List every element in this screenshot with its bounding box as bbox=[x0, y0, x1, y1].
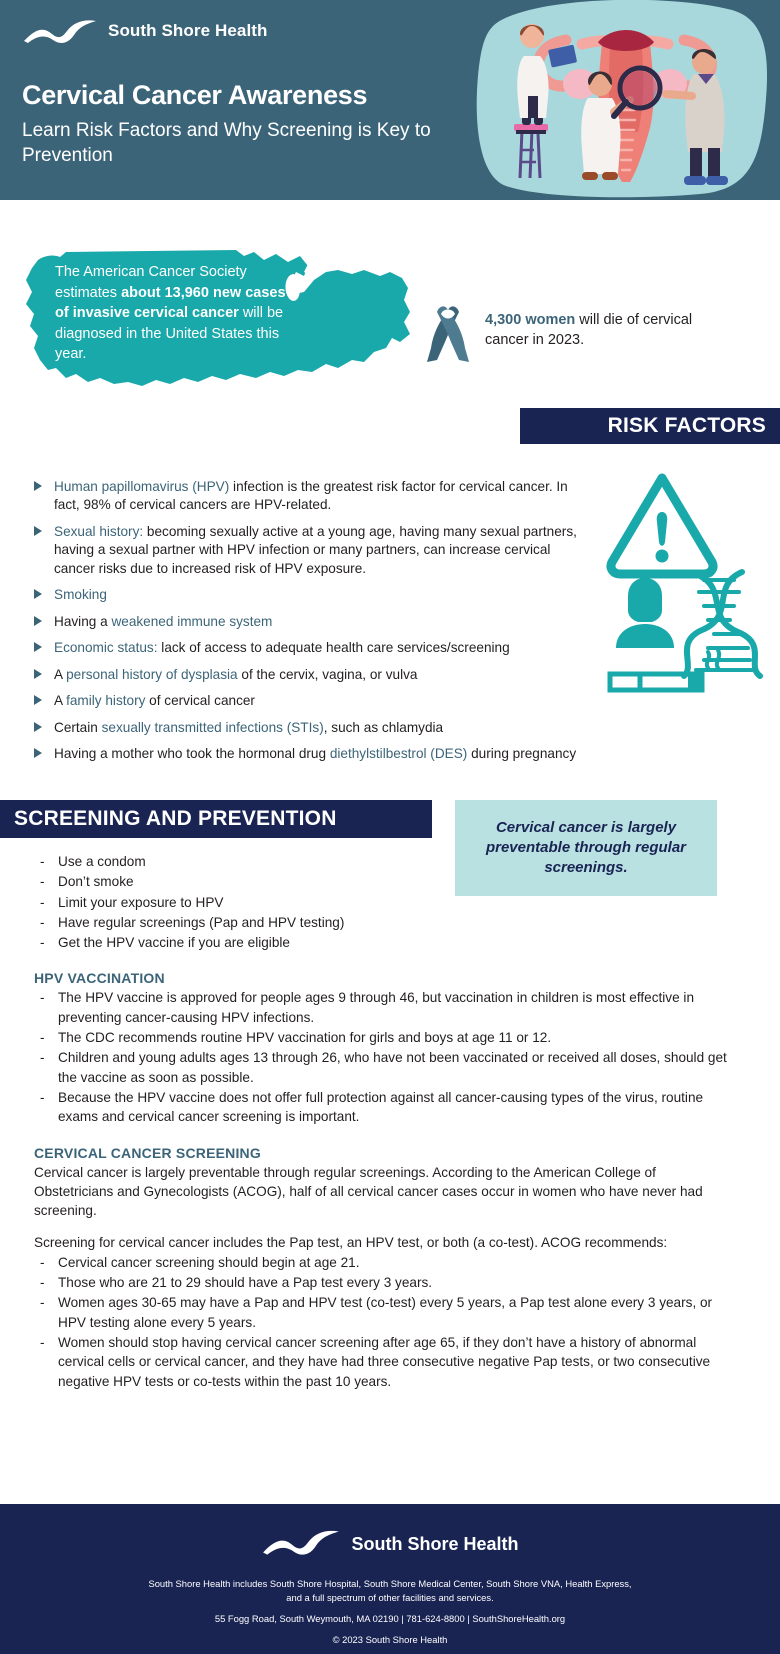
list-item: - Women ages 30-65 may have a Pap and HPV test (co-test) every 5 years, a Pap test alone every 3 years, or HPV testing alone every 5 years. bbox=[34, 1293, 734, 1332]
risk-rest: lack of access to adequate health care services/screening bbox=[157, 640, 510, 656]
list-item: - Children and young adults ages 13 through 26, who have not been vaccinated or received all doses, should get the vaccine as soon as possible. bbox=[34, 1048, 734, 1087]
list-item: - Limit your exposure to HPV bbox=[34, 893, 434, 912]
risk-highlight: sexually transmitted infections (STIs) bbox=[101, 719, 324, 735]
list-item: - Cervical cancer screening should begin at age 21. bbox=[34, 1253, 734, 1272]
list-item: - Use a condom bbox=[34, 852, 434, 871]
risk-highlight: Sexual history: bbox=[54, 523, 144, 539]
screening-body bbox=[34, 852, 734, 1392]
page-subtitle: Learn Risk Factors and Why Screening is Key to Prevention bbox=[22, 120, 431, 167]
map-text-pre: The American Cancer Society estimates bbox=[55, 264, 247, 301]
risk-factor-item bbox=[34, 639, 590, 657]
risk-factor-item bbox=[34, 666, 590, 684]
risk-factor-item bbox=[34, 478, 590, 515]
mortality-figure: 4,300 women bbox=[485, 312, 576, 328]
risk-lead: Certain bbox=[54, 719, 102, 735]
risk-highlight: weakened immune system bbox=[111, 613, 273, 629]
triangle-bullet-icon bbox=[34, 695, 42, 705]
risk-rest: , such as chlamydia bbox=[323, 719, 444, 735]
woman-silhouette-icon bbox=[616, 578, 674, 648]
risk-highlight: family history bbox=[66, 693, 146, 709]
risk-lead: Having a bbox=[54, 613, 112, 629]
page-header bbox=[0, 0, 780, 200]
risk-factors-heading-label: RISK FACTORS bbox=[607, 414, 766, 437]
risk-highlight: Human papillomavirus (HPV) bbox=[54, 479, 230, 494]
risk-rest: of the cervix, vagina, or vulva bbox=[237, 666, 418, 682]
footer-affiliates-line-1: South Shore Health includes South Shore Hospital, South Shore Medical Center, South Shore VNA, Health Express, bbox=[148, 1578, 632, 1589]
risk-factor-item bbox=[34, 586, 590, 604]
triangle-bullet-icon bbox=[34, 616, 42, 626]
screening-prevention-heading bbox=[0, 800, 432, 838]
footer-brand-logo bbox=[0, 1528, 780, 1561]
risk-factor-item bbox=[34, 523, 590, 578]
triangle-bullet-icon bbox=[34, 642, 42, 652]
list-item: - Get the HPV vaccine if you are eligible bbox=[34, 933, 434, 952]
hpv-vaccination-list bbox=[34, 988, 734, 1126]
paragraph-spacer bbox=[34, 1220, 734, 1233]
risk-rest: becoming sexually active at a young age, having many sexual partners, having a sexual partner with HPV infection or many partners, can increase cervical cancer risks due to increased risk of HPV exposure. bbox=[54, 523, 577, 576]
triangle-bullet-icon bbox=[34, 526, 42, 536]
brand-logo bbox=[22, 18, 268, 44]
brand-name: South Shore Health bbox=[108, 21, 268, 40]
footer-contact-line: 55 Fogg Road, South Weymouth, MA 02190 | 781-624-8800 | SouthShoreHealth.org bbox=[214, 1613, 566, 1625]
list-item: - The HPV vaccine is approved for people ages 9 through 46, but vaccination in children is most effective in preventing cancer-causing HPV infections. bbox=[34, 988, 734, 1027]
list-item: - Because the HPV vaccine does not offer full protection against all cancer-causing types of the virus, routine exams and cervical cancer screening is important. bbox=[34, 1088, 734, 1127]
awareness-ribbon-icon bbox=[425, 300, 471, 371]
risk-factor-item bbox=[34, 719, 590, 737]
list-item: - The CDC recommends routine HPV vaccination for girls and boys at age 11 or 12. bbox=[34, 1028, 734, 1047]
cervical-cancer-screening-heading: CERVICAL CANCER SCREENING bbox=[34, 1144, 261, 1161]
risk-highlight: Economic status: bbox=[54, 640, 158, 656]
dna-helix-icon bbox=[684, 572, 760, 676]
risk-factor-item bbox=[34, 745, 590, 763]
list-item: - Don’t smoke bbox=[34, 872, 434, 891]
mortality-rest: will die of cervical cancer in 2023. bbox=[485, 312, 693, 349]
swoosh-logo-icon bbox=[261, 1528, 343, 1561]
triangle-bullet-icon bbox=[34, 669, 42, 679]
page-footer bbox=[0, 1504, 780, 1654]
risk-factors-section bbox=[0, 470, 780, 790]
statistics-section bbox=[0, 200, 780, 405]
footer-copyright: © 2023 South Shore Health bbox=[332, 1634, 448, 1646]
risk-factors-list bbox=[34, 478, 590, 772]
screening-paragraph-2: Screening for cervical cancer includes the Pap test, an HPV test, or both (a co-test). ACOG recommends: bbox=[34, 1235, 668, 1251]
footer-affiliates-line-2: and a full spectrum of other facilities and services. bbox=[286, 1592, 494, 1604]
list-item: - Women should stop having cervical cancer screening after age 65, if they don’t have a history of abnormal cervical cells or cervical cancer, and they have had three consecutive negative Pap tests, or two consecutive negative HPV tests or co-tests within the past 10 years. bbox=[34, 1333, 734, 1391]
prevention-tips-list bbox=[34, 852, 434, 952]
risk-factors-heading bbox=[520, 408, 780, 444]
page-title: Cervical Cancer Awareness bbox=[22, 80, 368, 110]
triangle-bullet-icon bbox=[34, 722, 42, 732]
warning-triangle-icon bbox=[611, 478, 713, 574]
risk-highlight: personal history of dysplasia bbox=[66, 666, 238, 682]
risk-lead: Having a mother who took the hormonal drug bbox=[54, 746, 330, 762]
screening-paragraph-1: Cervical cancer is largely preventable through regular screenings. According to the American College of Obstetricians and Gynecologists (ACOG), half of all cervical cancer cases occur in women who have never had screening. bbox=[34, 1164, 703, 1219]
triangle-bullet-icon bbox=[34, 481, 42, 491]
risk-factor-icons bbox=[600, 470, 770, 700]
risk-rest: infection is the greatest risk factor for cervical cancer. In fact, 98% of cervical cancers are HPV-related. bbox=[54, 479, 568, 513]
risk-factor-item bbox=[34, 613, 590, 631]
swoosh-logo-icon bbox=[22, 18, 100, 44]
hpv-vaccination-heading: HPV VACCINATION bbox=[34, 970, 165, 987]
map-text-bold: about 13,960 new cases of invasive cervical cancer bbox=[55, 284, 286, 322]
acs-estimate-text bbox=[55, 262, 290, 365]
risk-lead: A bbox=[54, 666, 67, 682]
risk-rest: of cervical cancer bbox=[145, 693, 255, 709]
risk-rest: during pregnancy bbox=[467, 746, 577, 762]
footer-brand-name: South Shore Health bbox=[351, 1534, 519, 1554]
risk-lead: A bbox=[54, 693, 67, 709]
mortality-statistic-text bbox=[485, 300, 715, 351]
list-item: - Those who are 21 to 29 should have a Pap test every 3 years. bbox=[34, 1273, 734, 1292]
screening-prevention-heading-label: SCREENING AND PREVENTION bbox=[14, 807, 337, 830]
mortality-statistic bbox=[425, 300, 715, 371]
doctors-examining-uterus-illustration bbox=[470, 0, 780, 200]
acog-recommendations-list bbox=[34, 1253, 734, 1391]
triangle-bullet-icon bbox=[34, 748, 42, 758]
map-text-post: will be diagnosed in the United States this year. bbox=[55, 305, 284, 363]
risk-highlight: diethylstilbestrol (DES) bbox=[329, 746, 468, 762]
triangle-bullet-icon bbox=[34, 589, 42, 599]
list-item: - Have regular screenings (Pap and HPV testing) bbox=[34, 913, 434, 932]
risk-highlight: Smoking bbox=[54, 587, 107, 603]
prevention-callout-text: Cervical cancer is largely preventable through regular screenings. bbox=[485, 818, 687, 877]
risk-factor-item bbox=[34, 692, 590, 710]
